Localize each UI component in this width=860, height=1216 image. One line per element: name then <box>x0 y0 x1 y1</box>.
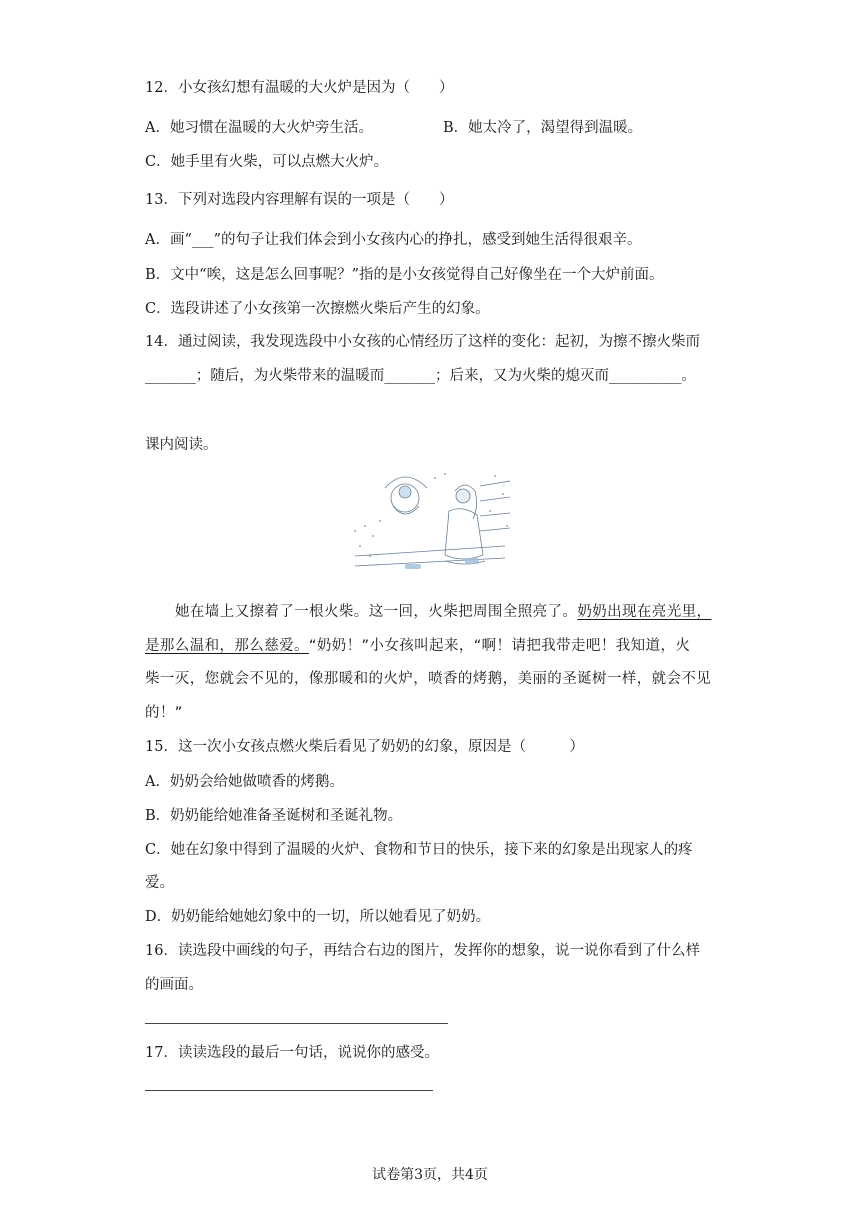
q12-stem: 12．小女孩幻想有温暖的大火炉是因为（ ） <box>145 80 454 96</box>
q14-line1: 14．通过阅读，我发现选段中小女孩的心情经历了这样的变化：起初，为擦不擦火柴而 <box>145 334 700 350</box>
passage-line-3: 柴一灭，您就会不见的，像那暖和的火炉，喷香的烤鹅，美丽的圣诞树一样，就会不见 <box>145 671 712 687</box>
passage-underlined-text: 奶奶出现在亮光里， <box>577 604 712 620</box>
section-title: 课内阅读。 <box>145 437 218 453</box>
passage-text: “奶奶！”小女孩叫起来，“啊！请把我带走吧！我知道，火 <box>308 638 691 654</box>
passage-line-4: 的！” <box>145 705 183 721</box>
q15-stem: 15．这一次小女孩点燃火柴后看见了奶奶的幻象，原因是（ ） <box>145 739 584 755</box>
passage-underlined-text: 是那么温和，那么慈爱。 <box>145 638 309 654</box>
passage-line-1 <box>175 602 711 622</box>
q15-option-a: A．奶奶会给她做喷香的烤鹅。 <box>145 774 344 790</box>
q12-option-b: B．她太冷了，渴望得到温暖。 <box>443 120 643 136</box>
q13-stem: 13．下列对选段内容理解有误的一项是（ ） <box>145 192 454 208</box>
q16-line2: 的画面。 <box>145 977 203 993</box>
q16-answer-line[interactable] <box>145 1023 448 1024</box>
q15-option-c-line1: C．她在幻象中得到了温暖的火炉、食物和节日的快乐，接下来的幻象是出现家人的疼 <box>145 842 693 858</box>
q15-option-d: D．奶奶能给她她幻象中的一切，所以她看见了奶奶。 <box>145 909 491 925</box>
q12-option-a: A．她习惯在温暖的大火炉旁生活。 <box>145 120 373 136</box>
passage-line-2 <box>145 636 690 656</box>
q16-line1: 16．读选段中画线的句子，再结合右边的图片，发挥你的想象，说一说你看到了什么样 <box>145 943 700 959</box>
passage-text: 她在墙上又擦着了一根火柴。这一回，火柴把周围全照亮了。 <box>175 604 578 620</box>
q13-option-c: C．选段讲述了小女孩第一次擦燃火柴后产生的幻象。 <box>145 301 490 317</box>
q13-option-b: B．文中“唉，这是怎么回事呢？”指的是小女孩觉得自己好像坐在一个大炉前面。 <box>145 267 664 283</box>
q17-stem: 17．读读选段的最后一句话，说说你的感受。 <box>145 1045 439 1061</box>
q17-answer-line[interactable] <box>145 1090 433 1091</box>
q15-option-b: B．奶奶能给她准备圣诞树和圣诞礼物。 <box>145 808 403 824</box>
page-footer: 试卷第3页，共4页 <box>372 1167 488 1183</box>
q12-option-c: C．她手里有火柴，可以点燃大火炉。 <box>145 154 389 170</box>
girl-grandmother-illustration <box>345 466 515 581</box>
q15-option-c-line2: 爱。 <box>145 875 174 891</box>
q13-option-a: A．画“___”的句子让我们体会到小女孩内心的挣扎，感受到她生活得很艰辛。 <box>145 232 642 248</box>
q14-line2: _______；随后，为火柴带来的温暖而_______；后来，又为火柴的熄灭而__________。 <box>145 368 696 384</box>
